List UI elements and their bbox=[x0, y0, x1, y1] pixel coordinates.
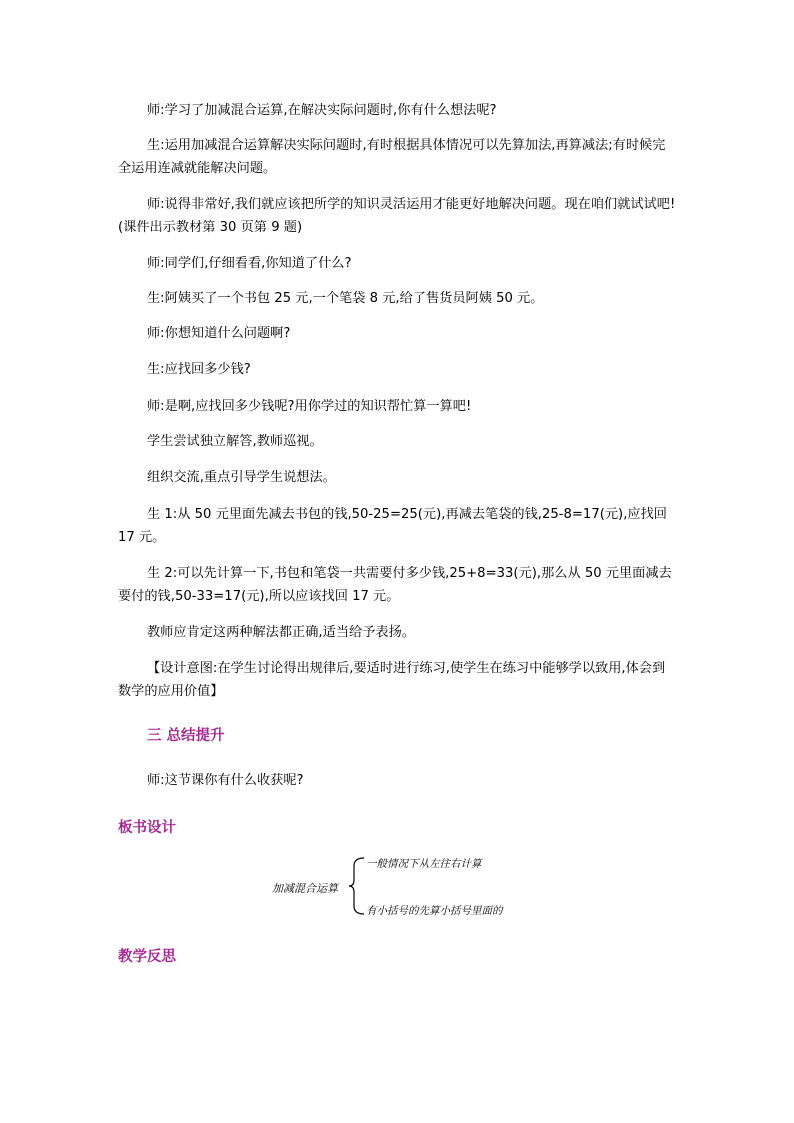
board-branch-1: 一般情况下从左往右计算 bbox=[366, 858, 482, 870]
dialogue-student-2: 生:阿姨买了一个书包 25 元,一个笔袋 8 元,给了售货员阿姨 50 元。 bbox=[147, 291, 544, 306]
dialogue-student-1: 生:运用加减混合运算解决实际问题时,有时根据具体情况可以先算加法,再算减法;有时候完全运用连减就能解决问题。 bbox=[118, 138, 666, 176]
dialogue-teacher-2: 师:说得非常好,我们就应该把所学的知识灵活运用才能更好地解决问题。现在咱们就试试吧!(课件出示教材第 30 页第 9 题) bbox=[118, 197, 676, 235]
dialogue-student-3: 生:应找回多少钱? bbox=[147, 362, 251, 377]
dialogue-teacher-4: 师:你想知道什么问题啊? bbox=[147, 326, 291, 341]
section-3-title: 三 总结提升 bbox=[147, 728, 225, 744]
student-2-solution: 生 2:可以先计算一下,书包和笔袋一共需要付多少钱,25+8=33(元),那么从 50 元里面减去要付的钱,50-33=17(元),所以应该找回 17 元。 bbox=[118, 566, 672, 604]
board-design-heading: 板书设计 bbox=[118, 820, 176, 836]
teacher-affirmation: 教师应肯定这两种解法都正确,适当给予表扬。 bbox=[147, 625, 415, 640]
dialogue-teacher-1: 师:学习了加减混合运算,在解决实际问题时,你有什么想法呢? bbox=[147, 103, 497, 118]
classroom-note-2: 组织交流,重点引导学生说想法。 bbox=[147, 470, 336, 485]
student-1-solution: 生 1:从 50 元里面先减去书包的钱,50-25=25(元),再减去笔袋的钱,25-8=17(元),应找回 17 元。 bbox=[118, 507, 667, 545]
classroom-note-1: 学生尝试独立解答,教师巡视。 bbox=[147, 434, 323, 449]
reflection-heading: 教学反思 bbox=[118, 949, 176, 965]
board-root-label: 加减混合运算 bbox=[272, 882, 338, 895]
dialogue-teacher-3: 师:同学们,仔细看看,你知道了什么? bbox=[147, 256, 352, 271]
dialogue-teacher-5: 师:是啊,应找回多少钱呢?用你学过的知识帮忙算一算吧! bbox=[147, 399, 472, 414]
brace-icon bbox=[348, 856, 368, 916]
design-intent-note: 【设计意图:在学生讨论得出规律后,要适时进行练习,使学生在练习中能够学以致用,体会到数学的应用价值】 bbox=[118, 661, 666, 699]
summary-question: 师:这节课你有什么收获呢? bbox=[147, 773, 304, 788]
board-branch-2: 有小括号的先算小括号里面的 bbox=[366, 905, 503, 917]
